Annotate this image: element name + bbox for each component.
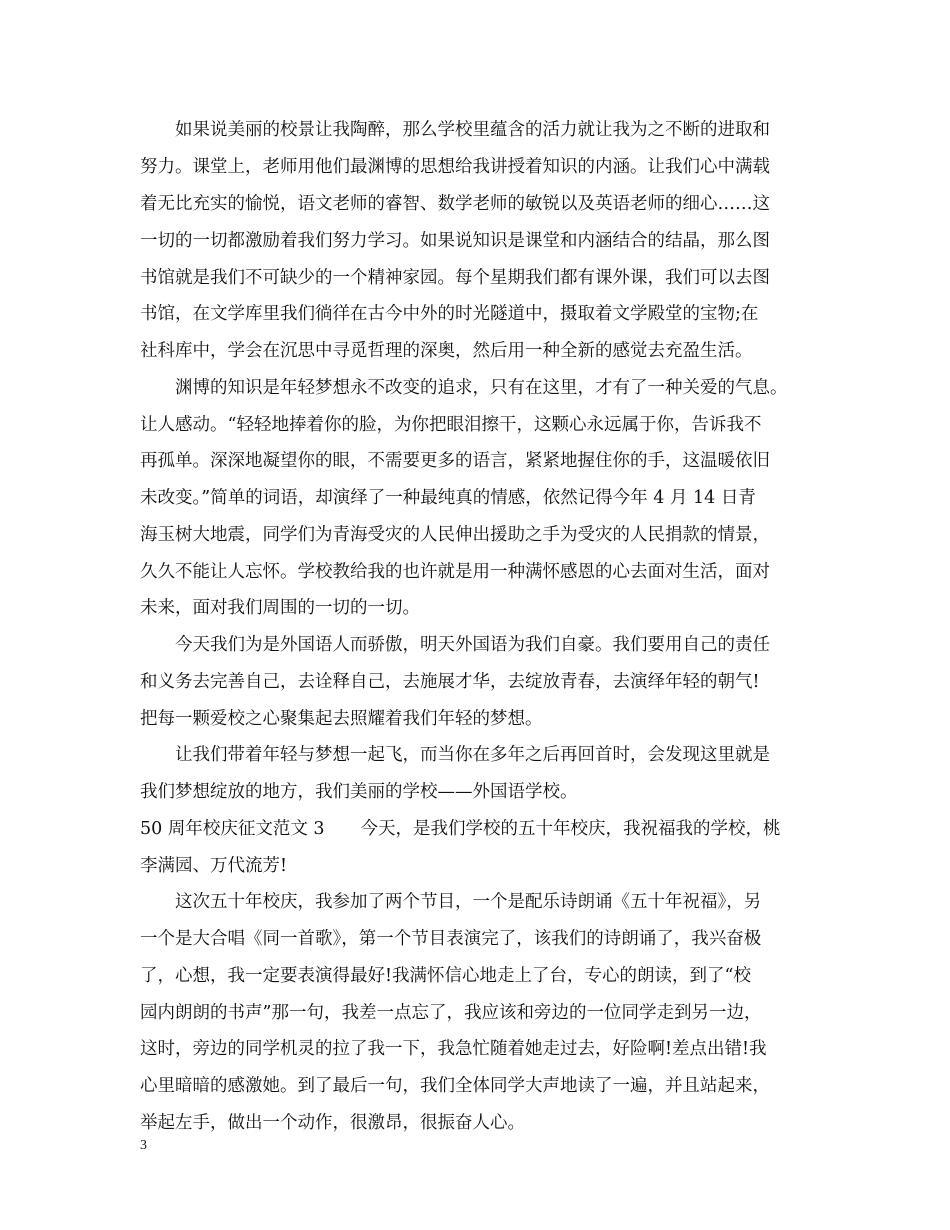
paragraph-line: 让人感动。“轻轻地捧着你的脸，为你把眼泪擦干，这颗心永远属于你，告诉我不 — [140, 415, 762, 435]
page-number: 3 — [140, 1138, 147, 1153]
paragraph-line: 书馆就是我们不可缺少的一个精神家园。每个星期我们都有课外课，我们可以去图 — [140, 268, 770, 288]
section-heading-line — [140, 817, 820, 841]
paragraph-line: 海玉树大地震，同学们为青海受灾的人民伸出援助之手为受灾的人民捐款的情景， — [140, 525, 770, 545]
paragraph-line: 努力。课堂上，老师用他们最渊博的思想给我讲授着知识的内涵。让我们心中满载 — [140, 157, 770, 177]
paragraph-line: 心里暗暗的感激她。到了最后一句，我们全体同学大声地读了一遍，并且站起来， — [140, 1076, 770, 1096]
paragraph-line: 这次五十年校庆，我参加了两个节目，一个是配乐诗朗诵《五十年祝福》，另 — [175, 892, 762, 912]
paragraph-line: 了，心想，我一定要表演得最好!我满怀信心地走上了台，专心的朗读，到了“校 — [140, 966, 751, 986]
paragraph-line: 再孤单。深深地凝望你的眼，不需要更多的语言，紧紧地握住你的手，这温暖依旧 — [140, 451, 770, 471]
paragraph-line: 园内朗朗的书声”那一句，我差一点忘了，我应该和旁边的一位同学走到另一边， — [140, 1003, 762, 1023]
paragraph-line: 久久不能让人忘怀。学校教给我的也许就是用一种满怀感恩的心去面对生活，面对 — [140, 562, 770, 582]
paragraph-line: 一个是大合唱《同一首歌》，第一个节目表演完了，该我们的诗朗诵了，我兴奋极 — [140, 929, 762, 949]
paragraph-line: 着无比充实的愉悦，语文老师的睿智、数学老师的敏锐以及英语老师的细心……这 — [140, 194, 770, 214]
paragraph-line: 李满园、万代流芳! — [140, 856, 288, 876]
section-heading: 50 周年校庆征文范文 3 — [140, 819, 325, 839]
paragraph-text: 今天，是我们学校的五十年校庆，我祝福我的学校，桃 — [360, 819, 781, 839]
paragraph-line: 渊博的知识是年轻梦想永不改变的追求，只有在这里，才有了一种关爱的气息。 — [175, 378, 788, 398]
paragraph-line: 未改变。”简单的词语，却演绎了一种最纯真的情感，依然记得今年 4 月 14 日青 — [140, 488, 756, 508]
paragraph-line: 一切的一切都激励着我们努力学习。如果说知识是课堂和内涵结合的结晶，那么图 — [140, 231, 770, 251]
paragraph-line: 和义务去完善自己，去诠释自己，去施展才华，去绽放青春，去演绎年轻的朝气! — [140, 672, 760, 692]
paragraph-line: 未来，面对我们周围的一切的一切。 — [140, 598, 420, 618]
paragraph-line: 让我们带着年轻与梦想一起飞，而当你在多年之后再回首时，会发现这里就是 — [175, 745, 770, 765]
paragraph-line: 今天我们为是外国语人而骄傲，明天外国语为我们自豪。我们要用自己的责任 — [175, 635, 770, 655]
paragraph-line: 如果说美丽的校景让我陶醉，那么学校里蕴含的活力就让我为之不断的进取和 — [175, 120, 770, 140]
paragraph-line: 把每一颗爱校之心聚集起去照耀着我们年轻的梦想。 — [140, 709, 543, 729]
paragraph-line: 社科库中，学会在沉思中寻觅哲理的深奥，然后用一种全新的感觉去充盈生活。 — [140, 341, 753, 361]
paragraph-line: 我们梦想绽放的地方，我们美丽的学校——外国语学校。 — [140, 782, 578, 802]
paragraph-line: 书馆，在文学库里我们徜徉在古今中外的时光隧道中，摄取着文学殿堂的宝物;在 — [140, 304, 759, 324]
paragraph-line: 这时，旁边的同学机灵的拉了我一下，我急忙随着她走过去，好险啊!差点出错!我 — [140, 1039, 767, 1059]
paragraph-line: 举起左手，做出一个动作，很激昂，很振奋人心。 — [140, 1113, 525, 1133]
